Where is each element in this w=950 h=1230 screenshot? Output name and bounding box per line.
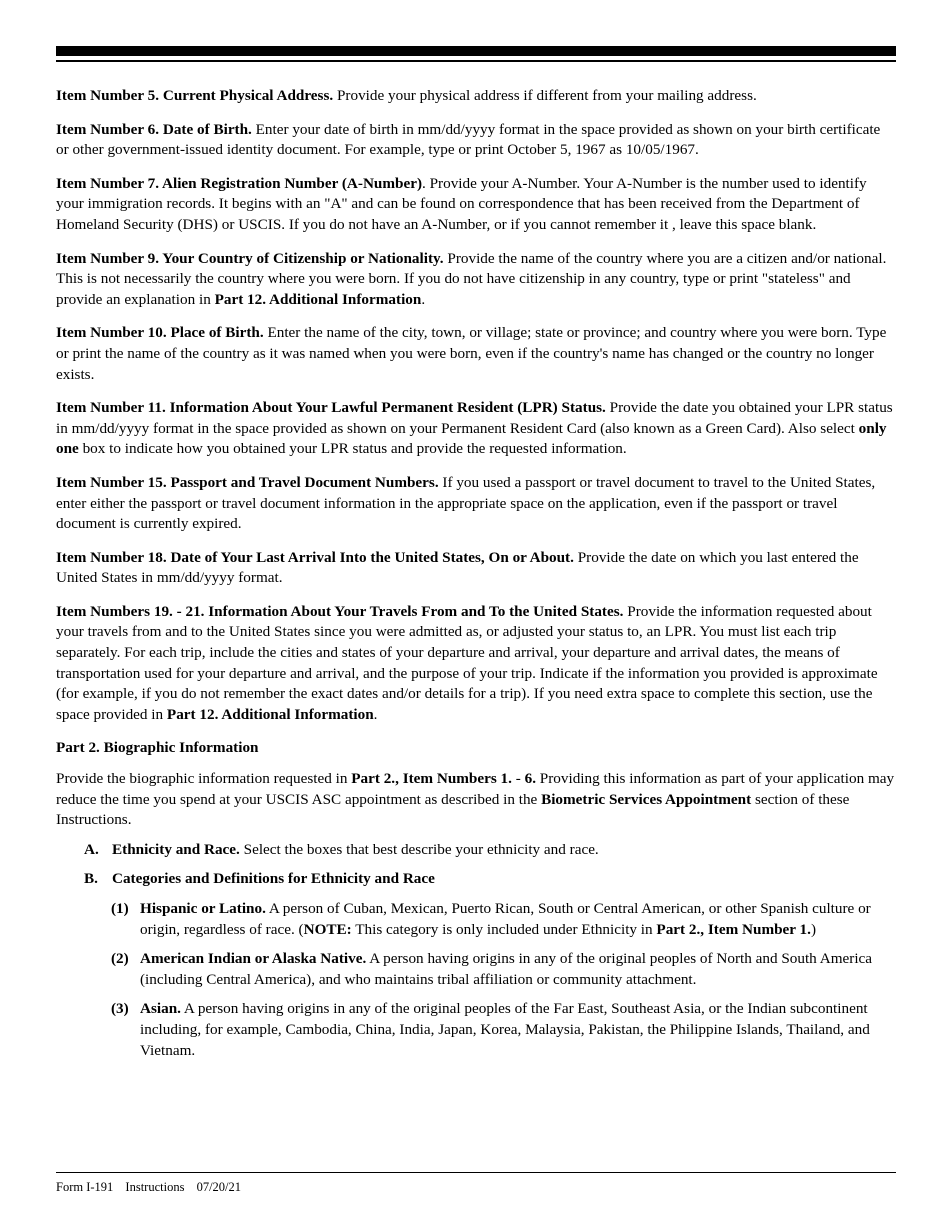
bold-text: Ethnicity and Race. (112, 840, 240, 858)
bold-text: Item Number 10. Place of Birth. (56, 324, 264, 342)
page-footer (56, 1180, 250, 1195)
bold-text: Item Number 7. Alien Registration Number (A-Number) (56, 174, 423, 192)
text: Provide the date you obtained your LPR status in mm/dd/yyyy format in the space provided as shown on your Permanent Resident Card (also known as a Green Card). Also select (56, 399, 893, 437)
bold-text: Item Number 6. Date of Birth. (56, 120, 252, 138)
bold-text: Asian. (140, 1000, 181, 1018)
bold-text: Item Number 15. Passport and Travel Document Numbers. (56, 473, 439, 491)
bold-text: only one (56, 419, 887, 458)
item-paragraph (56, 548, 896, 589)
item-paragraph (56, 473, 896, 535)
list-marker: B. (84, 870, 98, 888)
bold-text: Item Numbers 19. - 21. Information About Your Travels From and To the United States. (56, 602, 624, 620)
list-marker: (1) (111, 900, 129, 917)
text: A person having origins in any of the original peoples of North and South America (including Central America), and who maintains tribal affiliation or community attachment. (140, 950, 873, 988)
sub-list-item (111, 999, 896, 1061)
bold-text: Item Number 9. Your Country of Citizenship or Nationality. (56, 249, 444, 267)
bold-text: Part 12. Additional Information (214, 290, 422, 308)
text: . (373, 705, 378, 723)
text: box to indicate how you obtained your LPR status and provide the requested information. (78, 440, 627, 458)
item-paragraph (56, 249, 896, 311)
category-definitions-list (56, 899, 896, 1061)
text: A person of Cuban, Mexican, Puerto Rican, South or Central American, or other Spanish culture or origin, regardless of race. ( (140, 900, 871, 938)
section-heading: Part 2. Biographic Information (56, 739, 259, 757)
bold-text: Item Number 5. Current Physical Address. (56, 87, 334, 104)
text: Provide your physical address if different from your mailing address. (333, 87, 757, 104)
bold-text: 6. (524, 770, 536, 788)
list-item-text (140, 999, 896, 1061)
section-intro (56, 769, 896, 831)
ethnicity-list (56, 840, 896, 890)
text: Provide the information requested about your travels from and to the United States since you were admitted as, or adjusted your status to, an LPR. You must list each trip separately. For each trip, include the cities and states of your departure and arrival, your departure and arrival dates, the means of transportation used for your departure and arrival, and the purpose of your trip. Indicate if the information you provided is approximate (for example, if you do not remember the exact dates and/or details for a trip). If you need extra space to complete this section, use the space provided in (56, 602, 878, 723)
text: ) (810, 920, 816, 938)
text: Enter the name of the city, town, or village; state or province; and country where you were born. Type or print the name of the country as it was named when you were born, even if the country's name has changed or the country no longer exists. (56, 324, 887, 383)
text: Provide the biographic information requested in (56, 770, 352, 788)
text: Select the boxes that best describe your ethnicity and race. (239, 840, 599, 858)
text: Enter your date of birth in mm/dd/yyyy format in the space provided as shown on your birth certificate or other government-issued identity document. For example, type or print October 5, 1967 as 10/05/1967. (56, 120, 881, 159)
list-item-text (112, 869, 896, 890)
bold-text: Hispanic or Latino. (140, 900, 266, 917)
text: If you used a passport or travel document to travel to the United States, enter either the passport or travel document information in the appropriate space on the application, even if the passport or travel document is currently expired. (56, 473, 876, 533)
footer-form-number: Form I-191 (56, 1180, 114, 1194)
bold-text: Part 12. Additional Information (166, 705, 374, 723)
list-item-text (112, 840, 896, 861)
list-marker: (2) (111, 950, 129, 968)
item-paragraph (56, 174, 896, 236)
text: . Provide your A-Number. Your A-Number is the number used to identify your immigration records. It begins with an "A" and can be found on correspondence that has been received from the Department of Homeland Security (DHS) or USCIS. If you do not have an A-Number, or if you cannot remember it , leave this space blank. (56, 174, 867, 233)
text: section of these Instructions. (56, 790, 850, 829)
sub-list-item (111, 899, 896, 940)
item-paragraph (56, 86, 896, 107)
list-item-text (140, 899, 896, 940)
text: - (511, 770, 525, 788)
bold-text: Part 2., Item Numbers 1. (351, 770, 512, 788)
instructions-body (56, 86, 896, 1070)
list-item (84, 840, 896, 861)
header-thin-rule (56, 60, 896, 62)
bold-text: Part 2., Item Number 1. (656, 920, 811, 938)
item-paragraph (56, 323, 896, 385)
bold-text: Categories and Definitions for Ethnicity and Race (112, 870, 435, 888)
list-item-text (140, 949, 896, 990)
item-paragraph (56, 398, 896, 460)
text: Provide the name of the country where you are a citizen and/or national. This is not necessarily the country where you were born. If you do not have citizenship in any country, type or print "stateless" and provide an explanation in (56, 249, 887, 308)
bold-text: NOTE: (303, 920, 352, 938)
text: Providing this information as part of your application may reduce the time you spend at your USCIS ASC appointment as described in the (56, 770, 895, 808)
item-paragraphs (56, 86, 896, 725)
footer-doc-type: Instructions (125, 1180, 185, 1194)
text: A person having origins in any of the original peoples of the Far East, Southeast Asia, or the Indian subcontinent including, for example, Cambodia, China, India, Japan, Korea, Malaysia, Pakistan, the Philippine Islands, Thailand, and Vietnam. (140, 1000, 870, 1059)
list-item (84, 869, 896, 890)
sub-list-item (111, 949, 896, 990)
header-thick-rule (56, 46, 896, 56)
bold-text: Biometric Services Appointment (541, 790, 752, 808)
list-marker: A. (84, 840, 99, 858)
item-paragraph (56, 120, 896, 161)
bold-text: Item Number 11. Information About Your Lawful Permanent Resident (LPR) Status. (56, 399, 606, 417)
bold-text: Item Number 18. Date of Your Last Arrival Into the United States, On or About. (56, 548, 574, 566)
text: Provide the date on which you last entered the United States in mm/dd/yyyy format. (56, 548, 859, 587)
text: This category is only included under Ethnicity in (351, 920, 657, 938)
footer-rule (56, 1172, 896, 1173)
item-paragraph (56, 602, 896, 726)
footer-edition-date: 07/20/21 (196, 1180, 242, 1194)
list-marker: (3) (111, 1000, 129, 1018)
bold-text: American Indian or Alaska Native. (140, 950, 367, 968)
text: . (421, 290, 426, 308)
